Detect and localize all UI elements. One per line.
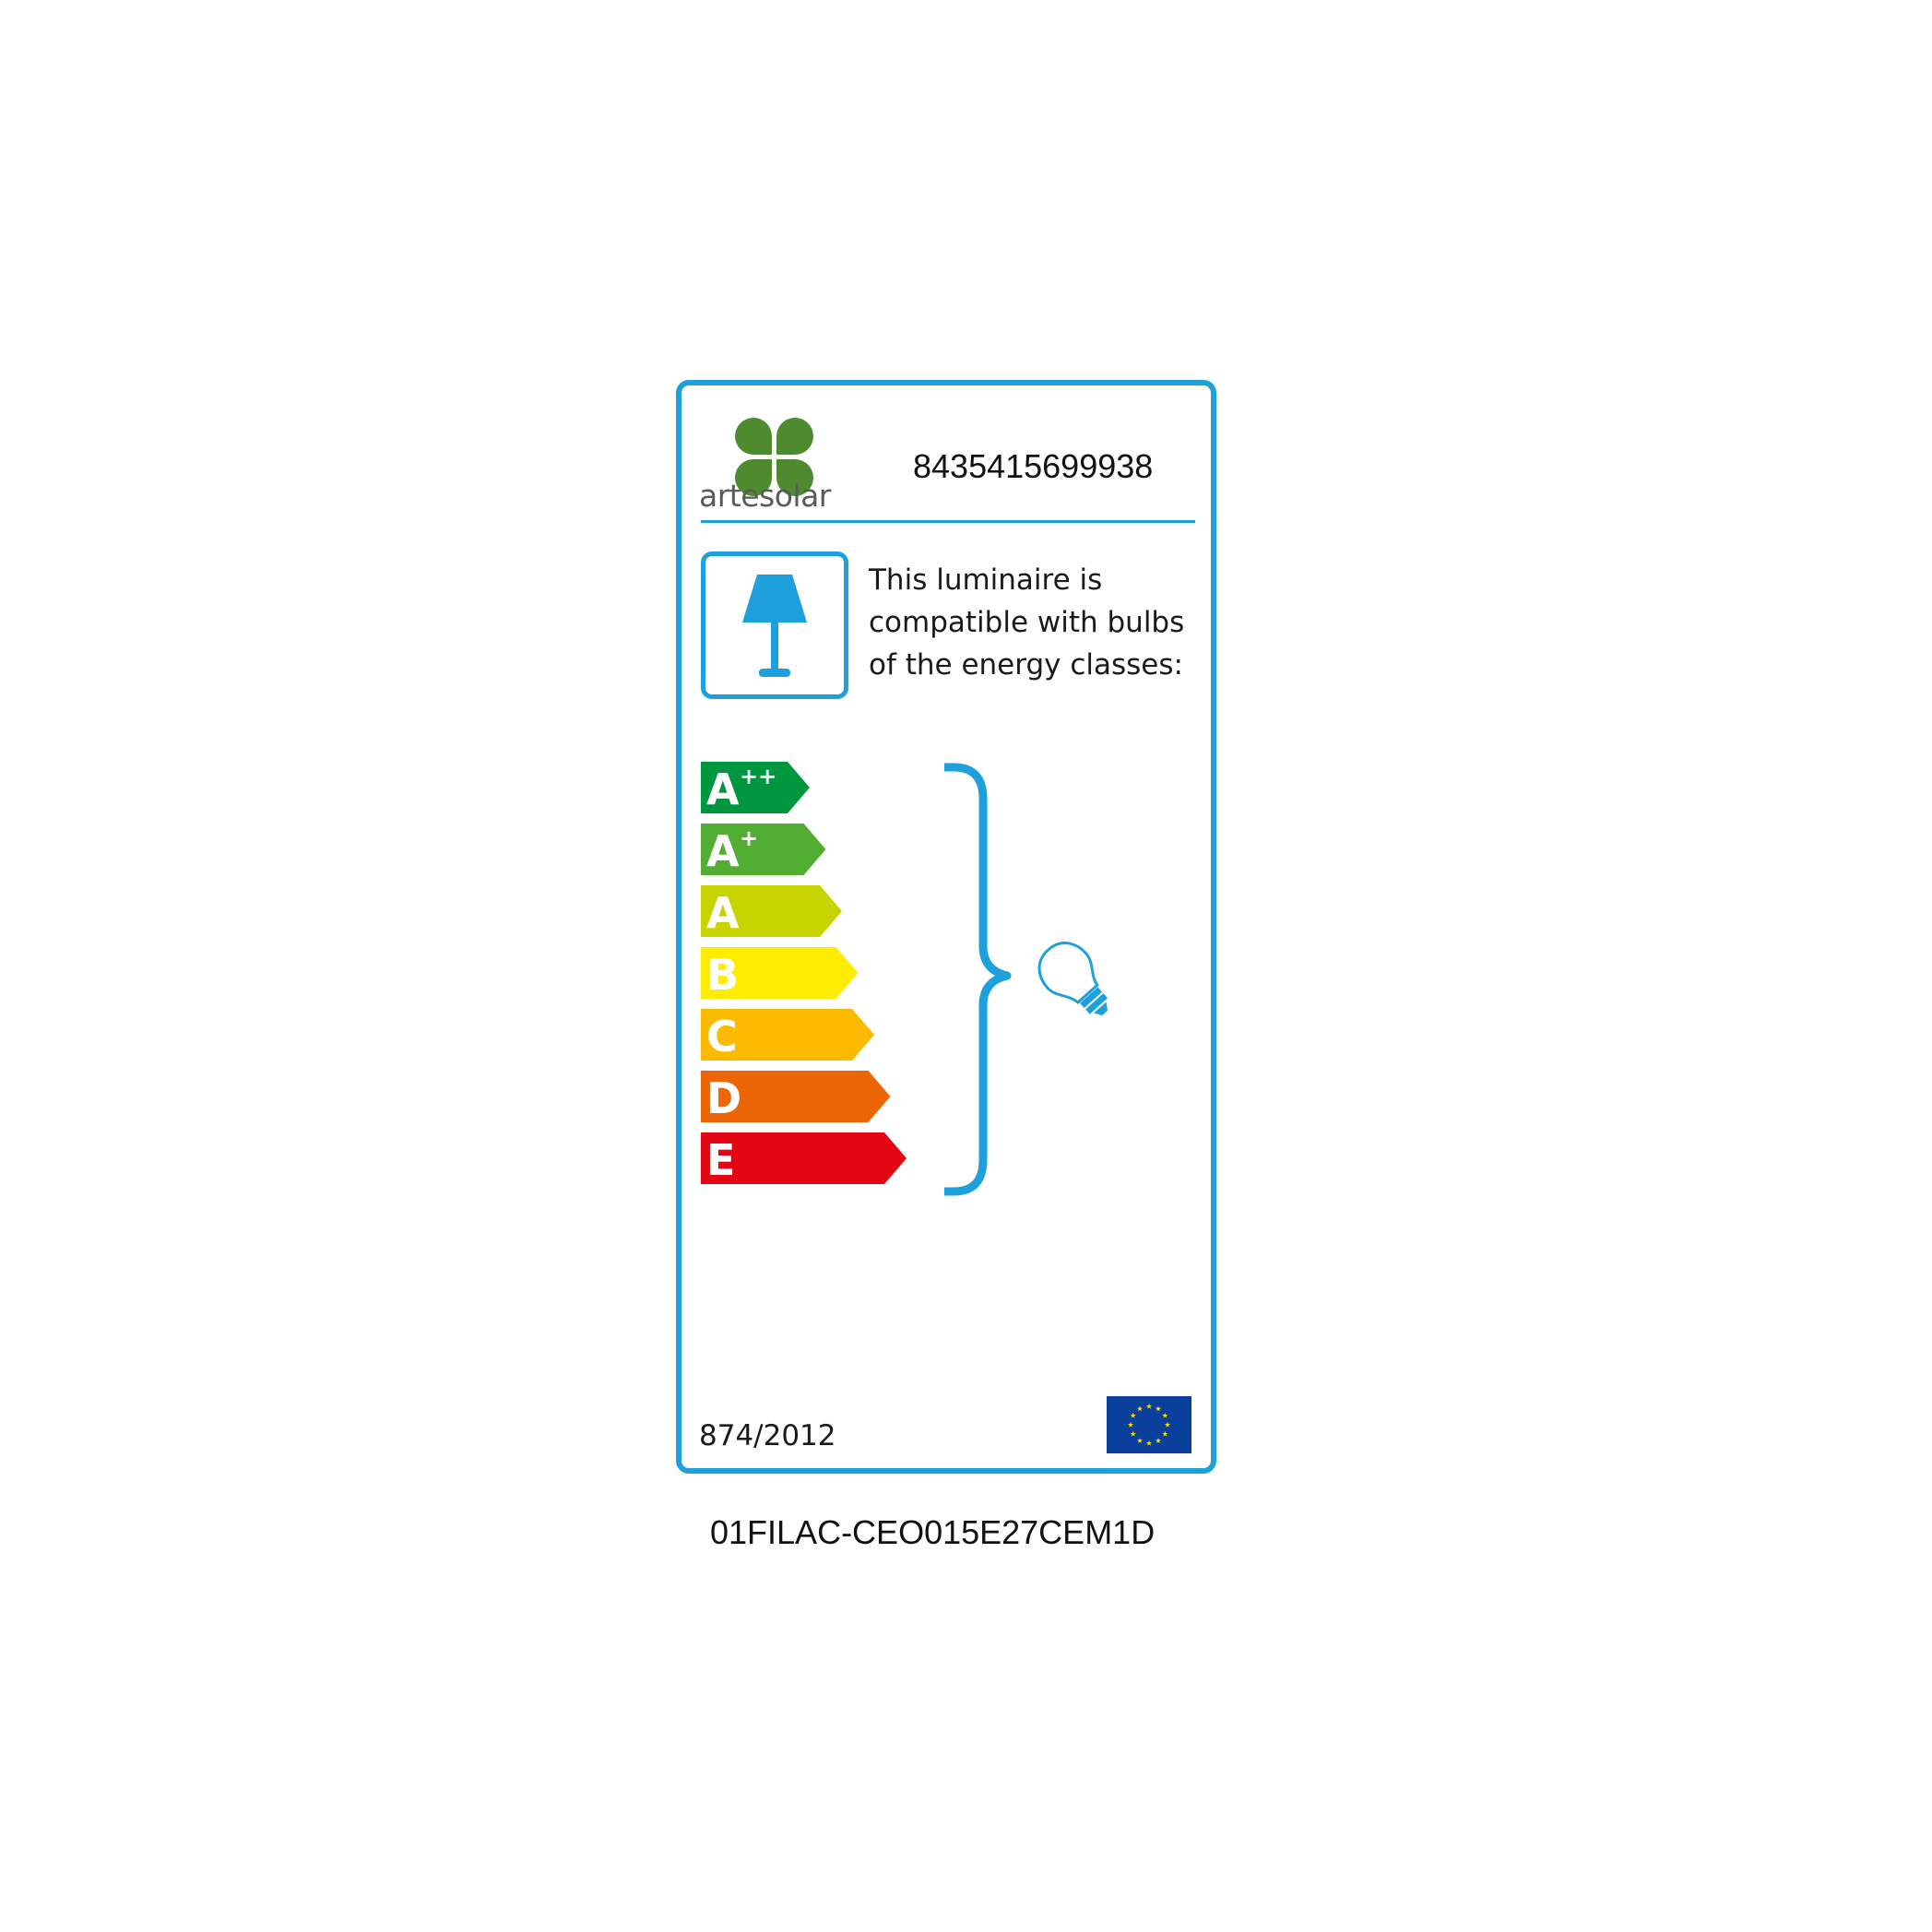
ean-barcode-number: 8435415699938 <box>913 447 1154 485</box>
lamp-pictogram <box>701 551 848 699</box>
energy-class-letter: A <box>706 765 740 814</box>
energy-class-superscript: + <box>740 825 759 851</box>
energy-class-letter: A <box>706 888 740 938</box>
energy-class-1 <box>701 762 810 814</box>
model-code: 01FILAC-CEO015E27CEM1D <box>710 1513 1156 1551</box>
energy-class-letter: E <box>706 1135 736 1185</box>
energy-class-letter: B <box>706 950 740 1000</box>
energy-class-3 <box>701 885 842 938</box>
energy-class-letter: D <box>706 1073 742 1123</box>
energy-class-7 <box>701 1132 907 1185</box>
light-bulb-icon <box>1031 931 1123 1033</box>
energy-class-scale <box>701 762 922 1195</box>
energy-class-2 <box>701 824 826 876</box>
compatibility-line-3: of the energy classes: <box>869 648 1183 682</box>
energy-class-letter: C <box>706 1012 738 1061</box>
header-divider <box>701 520 1195 523</box>
energy-class-4 <box>701 947 859 1000</box>
energy-class-superscript: ++ <box>740 764 777 789</box>
regulation-number: 874/2012 <box>699 1419 836 1452</box>
brand-wordmark: artesolar <box>699 478 831 514</box>
eu-flag-icon <box>1107 1396 1191 1453</box>
compatibility-text <box>869 559 1201 686</box>
energy-class-letter: A <box>706 826 740 876</box>
compatibility-line-2: compatible with bulbs <box>869 606 1185 639</box>
energy-class-5 <box>701 1009 874 1061</box>
curly-brace-icon <box>942 762 1035 1197</box>
energy-class-6 <box>701 1071 891 1123</box>
table-lamp-icon <box>705 556 844 694</box>
compatibility-line-1: This luminaire is <box>869 563 1103 597</box>
